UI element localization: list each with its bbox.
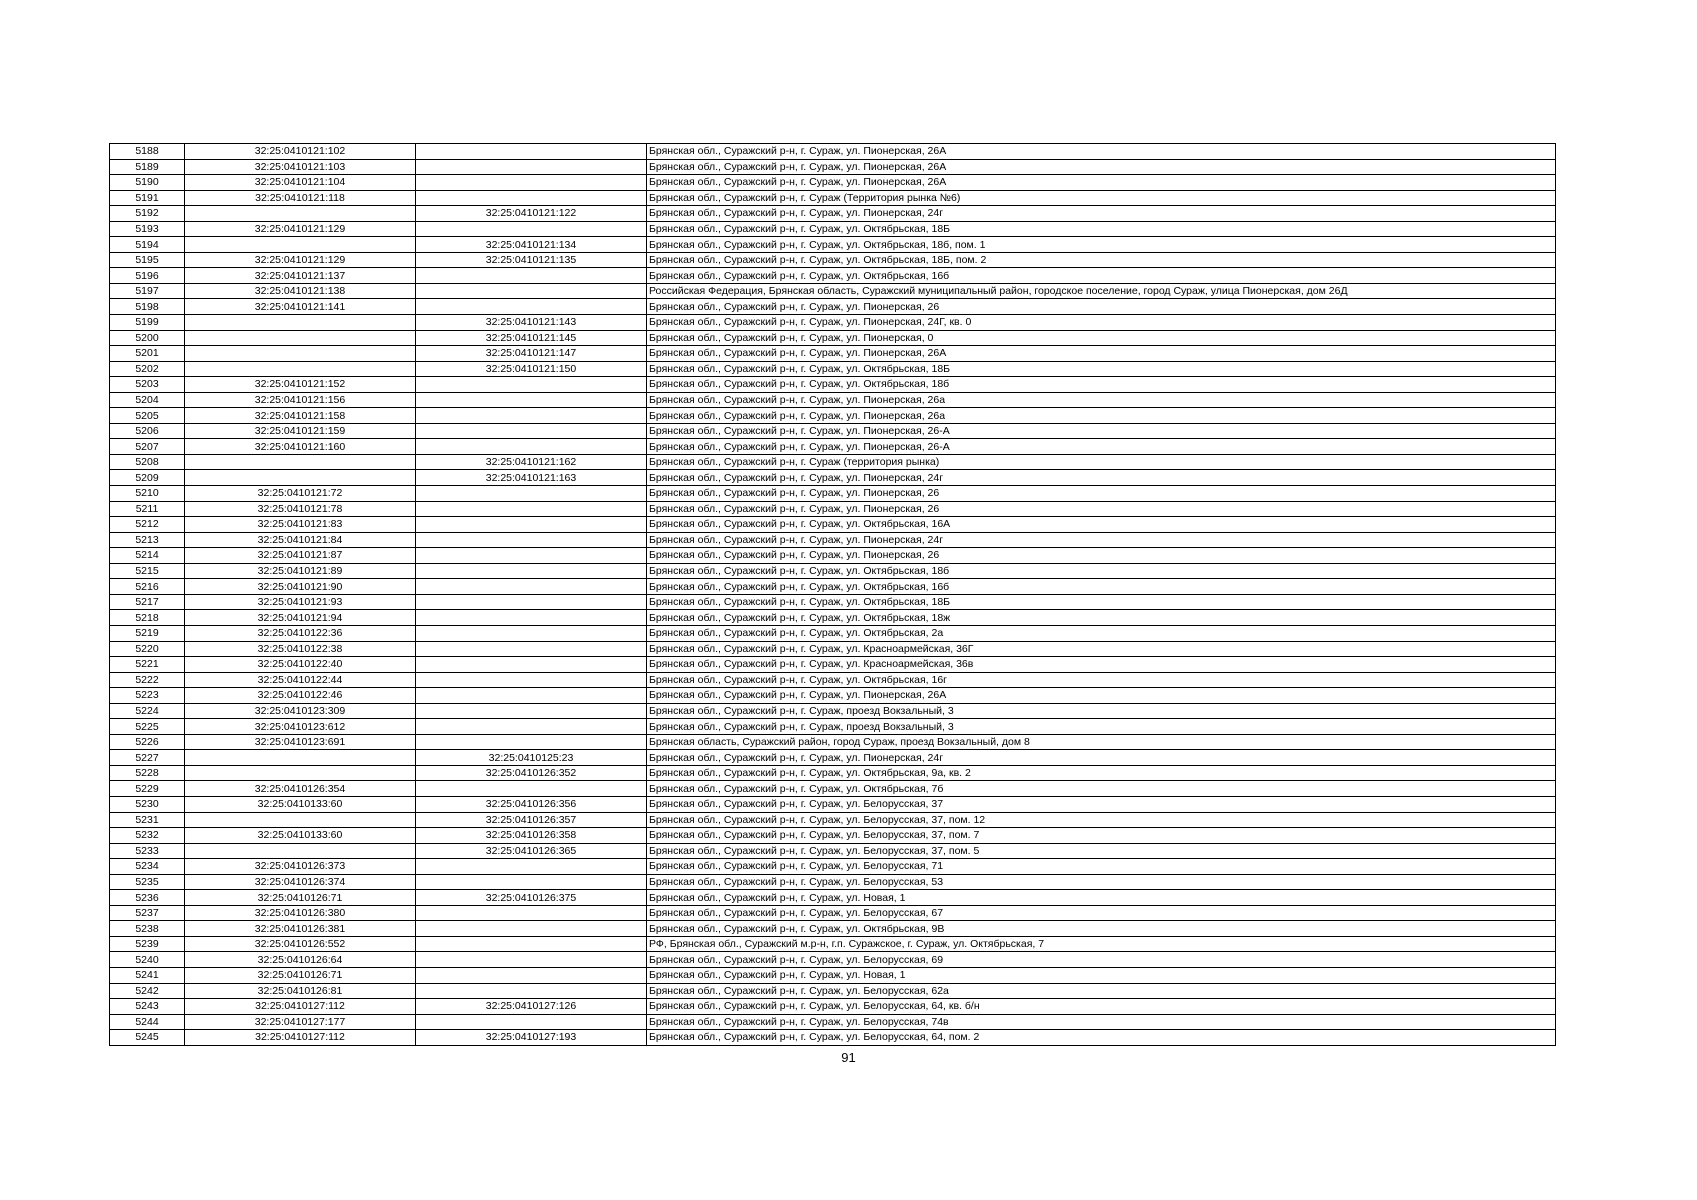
row-number-cell: 5204 [110, 392, 185, 408]
table-row [110, 688, 1556, 704]
row-number-cell: 5200 [110, 330, 185, 346]
address-cell: Брянская обл., Суражский р-н, г. Сураж, ул. Октябрьская, 7б [647, 781, 1556, 797]
row-number-cell: 5243 [110, 999, 185, 1015]
object-cadastral-number-cell [416, 548, 647, 564]
object-cadastral-number-cell [416, 190, 647, 206]
object-cadastral-number-cell [416, 874, 647, 890]
object-cadastral-number-cell: 32:25:0410126:358 [416, 828, 647, 844]
cadastral-number-cell: 32:25:0410121:137 [185, 268, 416, 284]
object-cadastral-number-cell: 32:25:0410121:135 [416, 252, 647, 268]
object-cadastral-number-cell [416, 688, 647, 704]
address-cell: РФ, Брянская обл., Суражский м.р-н, г.п. Суражское, г. Сураж, ул. Октябрьская, 7 [647, 936, 1556, 952]
cadastral-number-cell: 32:25:0410121:83 [185, 517, 416, 533]
table-row [110, 781, 1556, 797]
table-row [110, 750, 1556, 766]
table-row [110, 206, 1556, 222]
table-row [110, 439, 1556, 455]
address-cell: Брянская обл., Суражский р-н, г. Сураж, ул. Октябрьская, 16б [647, 268, 1556, 284]
address-cell: Брянская обл., Суражский р-н, г. Сураж (Территория рынка №6) [647, 190, 1556, 206]
table-row [110, 843, 1556, 859]
cadastral-number-cell: 32:25:0410123:612 [185, 719, 416, 735]
address-cell: Брянская обл., Суражский р-н, г. Сураж, ул. Октябрьская, 9В [647, 921, 1556, 937]
cadastral-number-cell: 32:25:0410121:118 [185, 190, 416, 206]
table-row [110, 315, 1556, 331]
cadastral-number-cell: 32:25:0410122:38 [185, 641, 416, 657]
row-number-cell: 5195 [110, 252, 185, 268]
object-cadastral-number-cell [416, 983, 647, 999]
table-row [110, 579, 1556, 595]
row-number-cell: 5197 [110, 283, 185, 299]
cadastral-number-cell: 32:25:0410126:81 [185, 983, 416, 999]
table-row [110, 672, 1556, 688]
table-row [110, 610, 1556, 626]
cadastral-number-cell: 32:25:0410121:89 [185, 563, 416, 579]
row-number-cell: 5238 [110, 921, 185, 937]
object-cadastral-number-cell [416, 221, 647, 237]
cadastral-number-cell: 32:25:0410121:129 [185, 221, 416, 237]
row-number-cell: 5235 [110, 874, 185, 890]
address-cell: Брянская обл., Суражский р-н, г. Сураж, ул. Пионерская, 26 [647, 548, 1556, 564]
row-number-cell: 5224 [110, 703, 185, 719]
cadastral-number-cell: 32:25:0410122:46 [185, 688, 416, 704]
row-number-cell: 5203 [110, 377, 185, 393]
object-cadastral-number-cell [416, 268, 647, 284]
row-number-cell: 5229 [110, 781, 185, 797]
row-number-cell: 5208 [110, 454, 185, 470]
address-cell: Брянская обл., Суражский р-н, г. Сураж, ул. Новая, 1 [647, 890, 1556, 906]
address-cell: Брянская обл., Суражский р-н, г. Сураж, ул. Октябрьская, 18Б [647, 361, 1556, 377]
cadastral-number-cell [185, 843, 416, 859]
row-number-cell: 5240 [110, 952, 185, 968]
object-cadastral-number-cell: 32:25:0410126:352 [416, 765, 647, 781]
row-number-cell: 5233 [110, 843, 185, 859]
row-number-cell: 5242 [110, 983, 185, 999]
object-cadastral-number-cell [416, 734, 647, 750]
cadastral-number-cell: 32:25:0410133:60 [185, 796, 416, 812]
address-cell: Брянская обл., Суражский р-н, г. Сураж, ул. Октябрьская, 16г [647, 672, 1556, 688]
table-row [110, 828, 1556, 844]
address-cell: Брянская обл., Суражский р-н, г. Сураж, ул. Белорусская, 53 [647, 874, 1556, 890]
row-number-cell: 5217 [110, 594, 185, 610]
object-cadastral-number-cell [416, 657, 647, 673]
object-cadastral-number-cell [416, 408, 647, 424]
address-cell: Брянская обл., Суражский р-н, г. Сураж, ул. Пионерская, 26А [647, 346, 1556, 362]
address-cell: Брянская обл., Суражский р-н, г. Сураж, ул. Белорусская, 64, пом. 2 [647, 1030, 1556, 1046]
address-cell: Брянская обл., Суражский р-н, г. Сураж, ул. Октябрьская, 9а, кв. 2 [647, 765, 1556, 781]
row-number-cell: 5226 [110, 734, 185, 750]
registry-table [109, 143, 1556, 1046]
row-number-cell: 5190 [110, 175, 185, 191]
cadastral-number-cell: 32:25:0410126:552 [185, 936, 416, 952]
address-cell: Брянская обл., Суражский р-н, г. Сураж, ул. Белорусская, 74в [647, 1014, 1556, 1030]
address-cell: Брянская обл., Суражский р-н, г. Сураж, ул. Пионерская, 26-А [647, 439, 1556, 455]
address-cell: Брянская обл., Суражский р-н, г. Сураж, ул. Октябрьская, 16б [647, 579, 1556, 595]
cadastral-number-cell: 32:25:0410126:373 [185, 859, 416, 875]
cadastral-number-cell: 32:25:0410121:141 [185, 299, 416, 315]
object-cadastral-number-cell: 32:25:0410121:162 [416, 454, 647, 470]
object-cadastral-number-cell: 32:25:0410126:356 [416, 796, 647, 812]
table-row [110, 237, 1556, 253]
table-row [110, 252, 1556, 268]
address-cell: Брянская область, Суражский район, город Сураж, проезд Вокзальный, дом 8 [647, 734, 1556, 750]
object-cadastral-number-cell: 32:25:0410121:150 [416, 361, 647, 377]
table-row [110, 983, 1556, 999]
row-number-cell: 5206 [110, 423, 185, 439]
object-cadastral-number-cell: 32:25:0410121:143 [416, 315, 647, 331]
address-cell: Брянская обл., Суражский р-н, г. Сураж, ул. Октябрьская, 18б [647, 377, 1556, 393]
row-number-cell: 5227 [110, 750, 185, 766]
cadastral-number-cell [185, 765, 416, 781]
object-cadastral-number-cell [416, 781, 647, 797]
address-cell: Брянская обл., Суражский р-н, г. Сураж, ул. Пионерская, 26 [647, 486, 1556, 502]
table-row [110, 921, 1556, 937]
object-cadastral-number-cell [416, 641, 647, 657]
cadastral-number-cell: 32:25:0410121:87 [185, 548, 416, 564]
row-number-cell: 5241 [110, 967, 185, 983]
object-cadastral-number-cell [416, 703, 647, 719]
address-cell: Брянская обл., Суражский р-н, г. Сураж, ул. Пионерская, 24г [647, 532, 1556, 548]
address-cell: Брянская обл., Суражский р-н, г. Сураж, ул. Пионерская, 24г [647, 470, 1556, 486]
table-row [110, 625, 1556, 641]
table-row [110, 221, 1556, 237]
address-cell: Брянская обл., Суражский р-н, г. Сураж, проезд Вокзальный, 3 [647, 719, 1556, 735]
table-row [110, 299, 1556, 315]
address-cell: Брянская обл., Суражский р-н, г. Сураж, ул. Пионерская, 26А [647, 688, 1556, 704]
object-cadastral-number-cell [416, 299, 647, 315]
row-number-cell: 5232 [110, 828, 185, 844]
page-number: 91 [841, 1050, 856, 1065]
row-number-cell: 5231 [110, 812, 185, 828]
row-number-cell: 5237 [110, 905, 185, 921]
row-number-cell: 5209 [110, 470, 185, 486]
object-cadastral-number-cell [416, 579, 647, 595]
cadastral-number-cell: 32:25:0410127:112 [185, 1030, 416, 1046]
row-number-cell: 5189 [110, 159, 185, 175]
row-number-cell: 5211 [110, 501, 185, 517]
table-row [110, 268, 1556, 284]
cadastral-number-cell: 32:25:0410126:71 [185, 890, 416, 906]
cadastral-number-cell: 32:25:0410121:156 [185, 392, 416, 408]
row-number-cell: 5199 [110, 315, 185, 331]
row-number-cell: 5192 [110, 206, 185, 222]
object-cadastral-number-cell [416, 921, 647, 937]
row-number-cell: 5202 [110, 361, 185, 377]
row-number-cell: 5188 [110, 144, 185, 160]
registry-table-body [110, 144, 1556, 1046]
object-cadastral-number-cell [416, 175, 647, 191]
cadastral-number-cell: 32:25:0410121:152 [185, 377, 416, 393]
cadastral-number-cell: 32:25:0410121:160 [185, 439, 416, 455]
object-cadastral-number-cell [416, 423, 647, 439]
table-row [110, 1014, 1556, 1030]
table-row [110, 936, 1556, 952]
cadastral-number-cell [185, 750, 416, 766]
address-cell: Брянская обл., Суражский р-н, г. Сураж, ул. Октябрьская, 18б [647, 563, 1556, 579]
cadastral-number-cell: 32:25:0410121:72 [185, 486, 416, 502]
cadastral-number-cell [185, 330, 416, 346]
cadastral-number-cell: 32:25:0410121:138 [185, 283, 416, 299]
cadastral-number-cell: 32:25:0410121:103 [185, 159, 416, 175]
table-row [110, 548, 1556, 564]
address-cell: Брянская обл., Суражский р-н, г. Сураж, ул. Пионерская, 0 [647, 330, 1556, 346]
row-number-cell: 5212 [110, 517, 185, 533]
object-cadastral-number-cell [416, 610, 647, 626]
address-cell: Брянская обл., Суражский р-н, г. Сураж, ул. Пионерская, 26А [647, 175, 1556, 191]
row-number-cell: 5223 [110, 688, 185, 704]
address-cell: Брянская обл., Суражский р-н, г. Сураж, ул. Пионерская, 24Г, кв. 0 [647, 315, 1556, 331]
cadastral-number-cell [185, 346, 416, 362]
table-row [110, 967, 1556, 983]
cadastral-number-cell: 32:25:0410126:380 [185, 905, 416, 921]
address-cell: Брянская обл., Суражский р-н, г. Сураж, ул. Пионерская, 24г [647, 750, 1556, 766]
address-cell: Брянская обл., Суражский р-н, г. Сураж, ул. Белорусская, 37, пом. 7 [647, 828, 1556, 844]
object-cadastral-number-cell: 32:25:0410121:147 [416, 346, 647, 362]
object-cadastral-number-cell: 32:25:0410126:357 [416, 812, 647, 828]
object-cadastral-number-cell: 32:25:0410121:134 [416, 237, 647, 253]
cadastral-number-cell: 32:25:0410121:102 [185, 144, 416, 160]
table-row [110, 423, 1556, 439]
row-number-cell: 5245 [110, 1030, 185, 1046]
address-cell: Брянская обл., Суражский р-н, г. Сураж, ул. Белорусская, 37, пом. 12 [647, 812, 1556, 828]
cadastral-number-cell: 32:25:0410126:354 [185, 781, 416, 797]
address-cell: Брянская обл., Суражский р-н, г. Сураж, ул. Красноармейская, 36в [647, 657, 1556, 673]
cadastral-number-cell [185, 812, 416, 828]
table-row [110, 563, 1556, 579]
cadastral-number-cell [185, 361, 416, 377]
object-cadastral-number-cell: 32:25:0410127:193 [416, 1030, 647, 1046]
table-row [110, 190, 1556, 206]
object-cadastral-number-cell [416, 594, 647, 610]
table-row [110, 657, 1556, 673]
object-cadastral-number-cell [416, 905, 647, 921]
table-row [110, 594, 1556, 610]
object-cadastral-number-cell: 32:25:0410121:122 [416, 206, 647, 222]
row-number-cell: 5216 [110, 579, 185, 595]
address-cell: Брянская обл., Суражский р-н, г. Сураж, ул. Белорусская, 37 [647, 796, 1556, 812]
address-cell: Брянская обл., Суражский р-н, г. Сураж, ул. Новая, 1 [647, 967, 1556, 983]
object-cadastral-number-cell: 32:25:0410127:126 [416, 999, 647, 1015]
row-number-cell: 5220 [110, 641, 185, 657]
cadastral-number-cell: 32:25:0410121:84 [185, 532, 416, 548]
cadastral-number-cell: 32:25:0410133:60 [185, 828, 416, 844]
cadastral-number-cell [185, 237, 416, 253]
table-row [110, 159, 1556, 175]
address-cell: Брянская обл., Суражский р-н, г. Сураж, ул. Пионерская, 24г [647, 206, 1556, 222]
object-cadastral-number-cell [416, 1014, 647, 1030]
cadastral-number-cell: 32:25:0410122:44 [185, 672, 416, 688]
address-cell: Брянская обл., Суражский р-н, г. Сураж, ул. Белорусская, 62а [647, 983, 1556, 999]
table-row [110, 283, 1556, 299]
cadastral-number-cell: 32:25:0410121:159 [185, 423, 416, 439]
row-number-cell: 5193 [110, 221, 185, 237]
object-cadastral-number-cell [416, 144, 647, 160]
table-row [110, 905, 1556, 921]
address-cell: Брянская обл., Суражский р-н, г. Сураж, ул. Октябрьская, 2а [647, 625, 1556, 641]
address-cell: Брянская обл., Суражский р-н, г. Сураж, ул. Белорусская, 71 [647, 859, 1556, 875]
row-number-cell: 5198 [110, 299, 185, 315]
cadastral-number-cell [185, 454, 416, 470]
row-number-cell: 5207 [110, 439, 185, 455]
address-cell: Брянская обл., Суражский р-н, г. Сураж, ул. Пионерская, 26а [647, 408, 1556, 424]
object-cadastral-number-cell [416, 936, 647, 952]
table-row [110, 532, 1556, 548]
row-number-cell: 5230 [110, 796, 185, 812]
object-cadastral-number-cell: 32:25:0410121:145 [416, 330, 647, 346]
cadastral-number-cell: 32:25:0410127:177 [185, 1014, 416, 1030]
cadastral-number-cell: 32:25:0410121:93 [185, 594, 416, 610]
row-number-cell: 5228 [110, 765, 185, 781]
row-number-cell: 5222 [110, 672, 185, 688]
row-number-cell: 5236 [110, 890, 185, 906]
cadastral-number-cell: 32:25:0410122:40 [185, 657, 416, 673]
row-number-cell: 5244 [110, 1014, 185, 1030]
table-row [110, 346, 1556, 362]
address-cell: Брянская обл., Суражский р-н, г. Сураж, ул. Октябрьская, 18ж [647, 610, 1556, 626]
address-cell: Брянская обл., Суражский р-н, г. Сураж, ул. Пионерская, 26 [647, 299, 1556, 315]
row-number-cell: 5191 [110, 190, 185, 206]
row-number-cell: 5196 [110, 268, 185, 284]
cadastral-number-cell: 32:25:0410121:94 [185, 610, 416, 626]
object-cadastral-number-cell: 32:25:0410126:365 [416, 843, 647, 859]
object-cadastral-number-cell [416, 283, 647, 299]
table-row [110, 144, 1556, 160]
object-cadastral-number-cell [416, 672, 647, 688]
row-number-cell: 5194 [110, 237, 185, 253]
cadastral-number-cell: 32:25:0410126:71 [185, 967, 416, 983]
address-cell: Брянская обл., Суражский р-н, г. Сураж, ул. Октябрьская, 18Б, пом. 2 [647, 252, 1556, 268]
address-cell: Брянская обл., Суражский р-н, г. Сураж, ул. Пионерская, 26-А [647, 423, 1556, 439]
object-cadastral-number-cell [416, 952, 647, 968]
table-row [110, 734, 1556, 750]
row-number-cell: 5201 [110, 346, 185, 362]
table-row [110, 408, 1556, 424]
row-number-cell: 5213 [110, 532, 185, 548]
table-row [110, 330, 1556, 346]
object-cadastral-number-cell [416, 159, 647, 175]
cadastral-number-cell: 32:25:0410126:381 [185, 921, 416, 937]
address-cell: Брянская обл., Суражский р-н, г. Сураж, ул. Октябрьская, 16А [647, 517, 1556, 533]
object-cadastral-number-cell [416, 392, 647, 408]
cadastral-number-cell: 32:25:0410123:691 [185, 734, 416, 750]
address-cell: Брянская обл., Суражский р-н, г. Сураж (территория рынка) [647, 454, 1556, 470]
object-cadastral-number-cell [416, 625, 647, 641]
row-number-cell: 5215 [110, 563, 185, 579]
address-cell: Брянская обл., Суражский р-н, г. Сураж, ул. Белорусская, 37, пом. 5 [647, 843, 1556, 859]
table-row [110, 175, 1556, 191]
address-cell: Брянская обл., Суражский р-н, г. Сураж, ул. Пионерская, 26а [647, 392, 1556, 408]
row-number-cell: 5219 [110, 625, 185, 641]
address-cell: Брянская обл., Суражский р-н, г. Сураж, проезд Вокзальный, 3 [647, 703, 1556, 719]
address-cell: Российская Федерация, Брянская область, Суражский муниципальный район, городское поселение, город Сураж, улица Пионерская, дом 26Д [647, 283, 1556, 299]
table-row [110, 999, 1556, 1015]
object-cadastral-number-cell: 32:25:0410121:163 [416, 470, 647, 486]
cadastral-number-cell: 32:25:0410121:104 [185, 175, 416, 191]
table-row [110, 874, 1556, 890]
address-cell: Брянская обл., Суражский р-н, г. Сураж, ул. Пионерская, 26А [647, 159, 1556, 175]
object-cadastral-number-cell [416, 486, 647, 502]
table-row [110, 796, 1556, 812]
cadastral-number-cell: 32:25:0410121:158 [185, 408, 416, 424]
address-cell: Брянская обл., Суражский р-н, г. Сураж, ул. Пионерская, 26А [647, 144, 1556, 160]
row-number-cell: 5225 [110, 719, 185, 735]
cadastral-number-cell: 32:25:0410121:129 [185, 252, 416, 268]
object-cadastral-number-cell: 32:25:0410126:375 [416, 890, 647, 906]
cadastral-number-cell: 32:25:0410121:90 [185, 579, 416, 595]
address-cell: Брянская обл., Суражский р-н, г. Сураж, ул. Красноармейская, 36Г [647, 641, 1556, 657]
object-cadastral-number-cell [416, 501, 647, 517]
address-cell: Брянская обл., Суражский р-н, г. Сураж, ул. Октябрьская, 18Б [647, 221, 1556, 237]
cadastral-number-cell: 32:25:0410122:36 [185, 625, 416, 641]
cadastral-number-cell [185, 206, 416, 222]
address-cell: Брянская обл., Суражский р-н, г. Сураж, ул. Пионерская, 26 [647, 501, 1556, 517]
object-cadastral-number-cell [416, 719, 647, 735]
address-cell: Брянская обл., Суражский р-н, г. Сураж, ул. Белорусская, 69 [647, 952, 1556, 968]
row-number-cell: 5214 [110, 548, 185, 564]
cadastral-number-cell: 32:25:0410126:64 [185, 952, 416, 968]
table-row [110, 719, 1556, 735]
object-cadastral-number-cell [416, 532, 647, 548]
table-row [110, 392, 1556, 408]
table-row [110, 361, 1556, 377]
cadastral-number-cell: 32:25:0410123:309 [185, 703, 416, 719]
object-cadastral-number-cell [416, 517, 647, 533]
table-row [110, 890, 1556, 906]
cadastral-number-cell: 32:25:0410127:112 [185, 999, 416, 1015]
table-row [110, 454, 1556, 470]
table-row [110, 812, 1556, 828]
object-cadastral-number-cell: 32:25:0410125:23 [416, 750, 647, 766]
address-cell: Брянская обл., Суражский р-н, г. Сураж, ул. Октябрьская, 18Б [647, 594, 1556, 610]
row-number-cell: 5210 [110, 486, 185, 502]
address-cell: Брянская обл., Суражский р-н, г. Сураж, ул. Белорусская, 64, кв. б/н [647, 999, 1556, 1015]
row-number-cell: 5234 [110, 859, 185, 875]
cadastral-number-cell: 32:25:0410121:78 [185, 501, 416, 517]
row-number-cell: 5218 [110, 610, 185, 626]
table-row [110, 501, 1556, 517]
cadastral-number-cell [185, 470, 416, 486]
object-cadastral-number-cell [416, 377, 647, 393]
table-row [110, 952, 1556, 968]
table-row [110, 641, 1556, 657]
table-row [110, 765, 1556, 781]
table-row [110, 1030, 1556, 1046]
table-row [110, 470, 1556, 486]
address-cell: Брянская обл., Суражский р-н, г. Сураж, ул. Октябрьская, 18б, пом. 1 [647, 237, 1556, 253]
table-row [110, 517, 1556, 533]
object-cadastral-number-cell [416, 859, 647, 875]
row-number-cell: 5205 [110, 408, 185, 424]
cadastral-number-cell [185, 315, 416, 331]
table-row [110, 486, 1556, 502]
object-cadastral-number-cell [416, 967, 647, 983]
cadastral-number-cell: 32:25:0410126:374 [185, 874, 416, 890]
object-cadastral-number-cell [416, 439, 647, 455]
table-row [110, 377, 1556, 393]
row-number-cell: 5239 [110, 936, 185, 952]
table-row [110, 703, 1556, 719]
table-row [110, 859, 1556, 875]
object-cadastral-number-cell [416, 563, 647, 579]
row-number-cell: 5221 [110, 657, 185, 673]
address-cell: Брянская обл., Суражский р-н, г. Сураж, ул. Белорусская, 67 [647, 905, 1556, 921]
